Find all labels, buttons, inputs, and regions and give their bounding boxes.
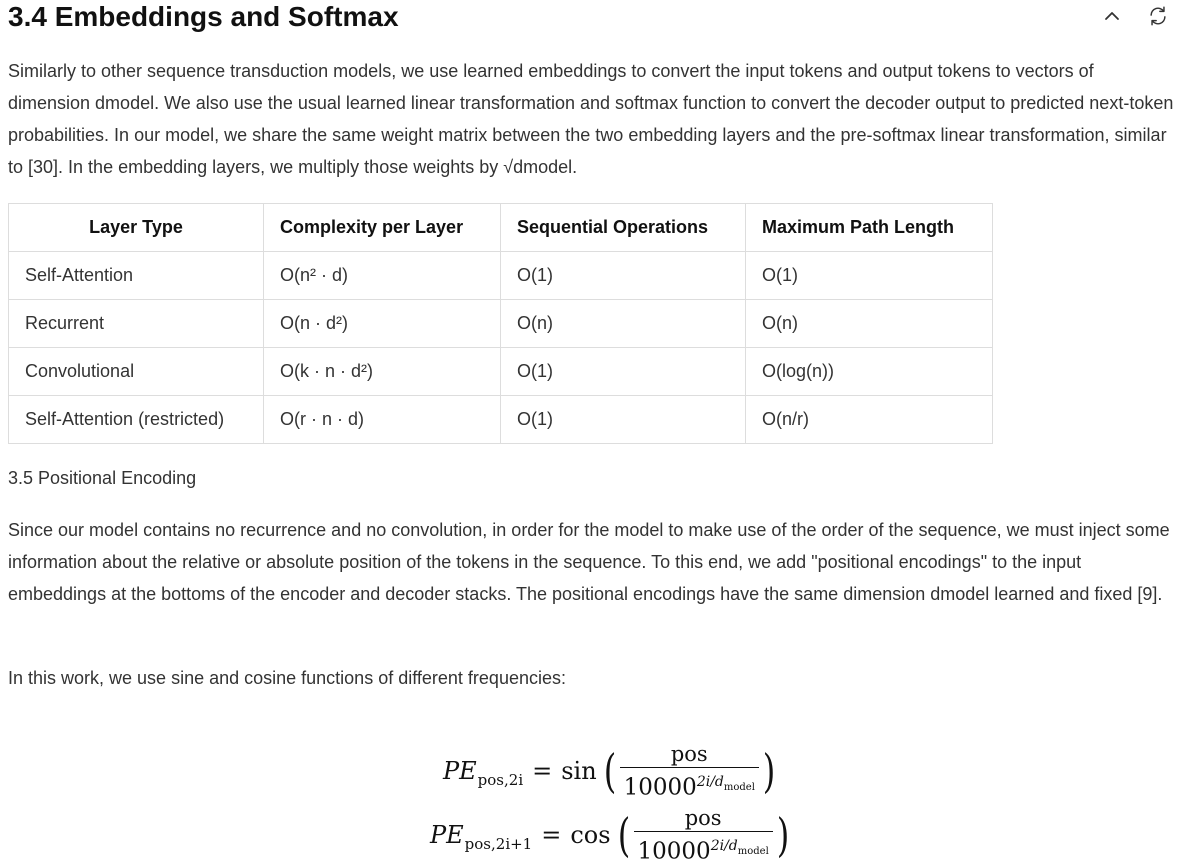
table-cell: O(r · n · d) bbox=[264, 396, 501, 444]
fraction bbox=[634, 805, 773, 865]
table-row bbox=[9, 252, 993, 300]
exponent-text: 2i/d bbox=[710, 837, 738, 854]
header-complexity: Complexity per Layer bbox=[264, 204, 501, 252]
exponent bbox=[710, 837, 769, 857]
exponent-subscript: model bbox=[723, 781, 755, 793]
exponent bbox=[696, 773, 755, 793]
table-cell: O(n) bbox=[746, 300, 993, 348]
equals-sign: = bbox=[541, 821, 562, 849]
table-row bbox=[9, 396, 993, 444]
table-cell: O(1) bbox=[501, 252, 746, 300]
table-cell: O(n² · d) bbox=[264, 252, 501, 300]
equation-lhs: PE bbox=[443, 757, 477, 785]
right-paren: ) bbox=[762, 744, 776, 798]
table-cell: Convolutional bbox=[9, 348, 264, 396]
equation-subscript: pos,2i bbox=[477, 771, 524, 789]
table-cell: Self-Attention (restricted) bbox=[9, 396, 264, 444]
header-sequential-ops: Sequential Operations bbox=[501, 204, 746, 252]
exponent-subscript: model bbox=[737, 845, 769, 857]
table-cell: O(1) bbox=[501, 396, 746, 444]
chevron-up-icon bbox=[1102, 6, 1122, 26]
section-header bbox=[8, 0, 1174, 36]
fraction bbox=[620, 741, 759, 802]
paper-page bbox=[8, 0, 1174, 865]
exponent-text: 2i/d bbox=[696, 773, 724, 790]
equals-sign: = bbox=[532, 757, 553, 785]
header-max-path-length: Maximum Path Length bbox=[746, 204, 993, 252]
right-paren: ) bbox=[776, 808, 790, 862]
positional-paragraph: Since our model contains no recurrence and no convolution, in order for the model to make use of the order of the sequence, we must inject some information about the relative or absolute position of the tokens in the sequence. To this end, we add "positional encodings" to the input embeddings at the bottoms of the encoder and decoder stacks. The positional encodings have the same dimension dmodel learned and fixed [9]. bbox=[8, 520, 1170, 604]
table-cell: O(n/r) bbox=[746, 396, 993, 444]
header-layer-type: Layer Type bbox=[9, 204, 264, 252]
collapse-button[interactable] bbox=[1098, 3, 1126, 29]
table-cell: O(k · n · d²) bbox=[264, 348, 501, 396]
function-name: sin bbox=[561, 757, 597, 785]
table-row bbox=[9, 348, 993, 396]
refresh-icon bbox=[1147, 5, 1169, 27]
equation-lhs: PE bbox=[430, 821, 464, 849]
left-paren: ( bbox=[603, 744, 616, 798]
table-cell: Self-Attention bbox=[9, 252, 264, 300]
table-cell: O(n · d²) bbox=[264, 300, 501, 348]
denominator-base: 10000 bbox=[623, 774, 697, 801]
table-cell: O(1) bbox=[501, 348, 746, 396]
table-cell: O(log(n)) bbox=[746, 348, 993, 396]
embeddings-paragraph: Similarly to other sequence transduction models, we use learned embeddings to convert the input tokens and output tokens to vectors of dimension dmodel. We also use the usual learned linear transformation and softmax function to convert the decoder output to predicted next-token probabilities. In our model, we share the same weight matrix between the two embedding layers and the pre-softmax linear transformation, similar to [30]. In the embedding layers, we multiply those weights by √dmodel. bbox=[8, 61, 1174, 177]
table-row bbox=[9, 300, 993, 348]
table-cell: O(n) bbox=[501, 300, 746, 348]
refresh-button[interactable] bbox=[1144, 3, 1172, 29]
complexity-table bbox=[8, 203, 993, 444]
denominator-base: 10000 bbox=[637, 838, 711, 865]
table-cell: O(1) bbox=[746, 252, 993, 300]
frequencies-paragraph: In this work, we use sine and cosine functions of different frequencies: bbox=[8, 668, 566, 688]
sine-equation bbox=[443, 742, 778, 800]
section-title: 3.4 Embeddings and Softmax bbox=[8, 1, 399, 32]
function-name: cos bbox=[570, 821, 611, 849]
positional-encoding-subtitle: 3.5 Positional Encoding bbox=[8, 468, 197, 488]
table-header-row bbox=[9, 204, 993, 252]
numerator: pos bbox=[684, 805, 722, 830]
denominator bbox=[634, 832, 773, 865]
cosine-equation bbox=[430, 806, 792, 864]
equation-subscript: pos,2i+1 bbox=[464, 835, 533, 853]
table-cell: Recurrent bbox=[9, 300, 264, 348]
left-paren: ( bbox=[617, 808, 630, 862]
numerator: pos bbox=[670, 741, 708, 766]
denominator bbox=[620, 768, 759, 802]
